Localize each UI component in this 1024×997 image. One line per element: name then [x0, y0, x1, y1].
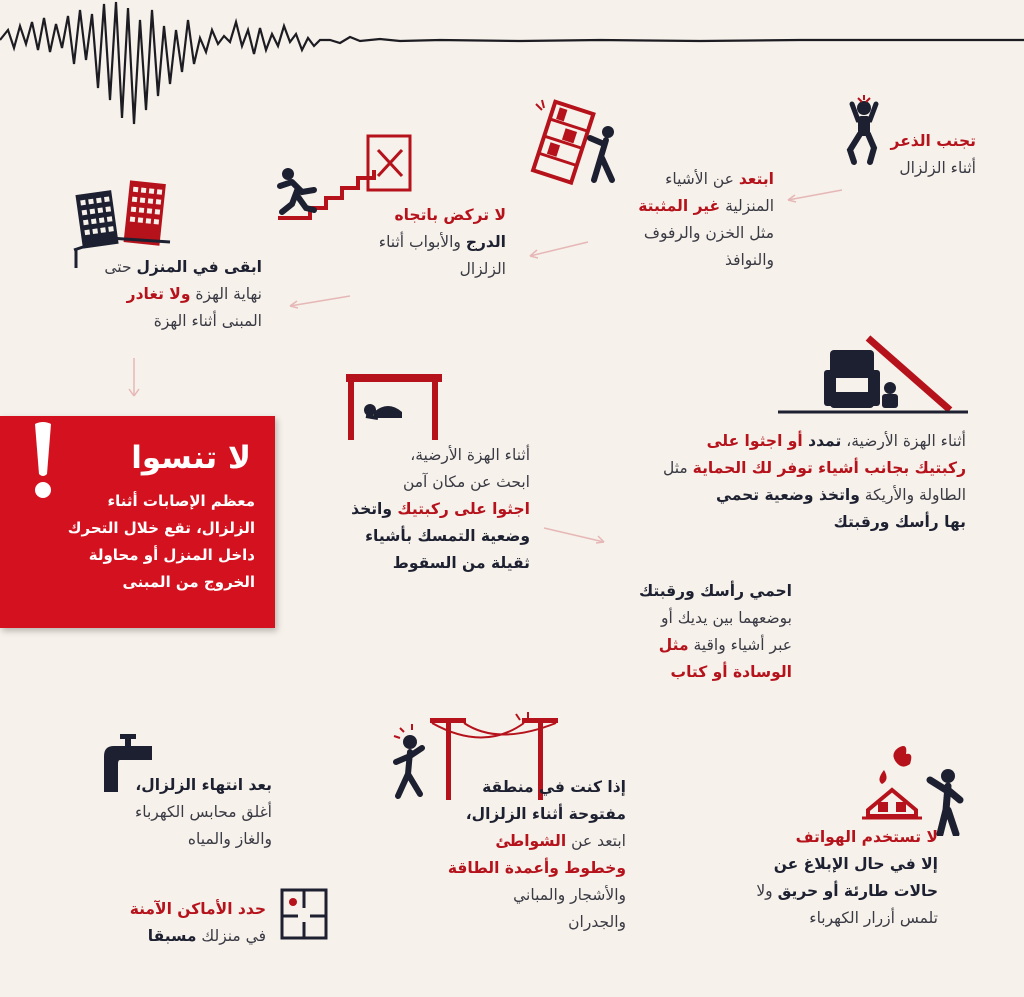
stay-bold1: ابقى في المنزل — [136, 258, 262, 276]
sofa-text3: الطاولة والأريكة — [859, 486, 966, 504]
phone-red1: لا تستخدم الهواتف — [795, 828, 938, 846]
sofa-bold4: بها رأسك ورقبتك — [833, 513, 966, 531]
sofa-text1: أثناء الهزة الأرضية، — [841, 432, 966, 450]
stay-text1: حتى — [104, 258, 137, 276]
alert-title: لا تنسوا — [131, 440, 251, 476]
head-text3: عبر أشياء واقية — [688, 636, 792, 654]
stairs-text3: الزلزال — [459, 260, 506, 278]
dont-forget-box — [0, 416, 275, 628]
after-text3: والغاز والمياه — [187, 830, 272, 848]
furniture-text2a: المنزلية — [720, 197, 774, 215]
stairs-tip — [326, 202, 506, 283]
open-red4b: وأعمدة الطاقة — [447, 859, 565, 877]
alert-body — [15, 488, 255, 596]
stairs-text2: والأبواب أثناء — [378, 233, 466, 251]
furniture-tip — [574, 166, 774, 274]
alert-line4: الخروج من المبنى — [122, 573, 255, 591]
stairs-bold1: لا تركض باتجاه — [394, 206, 506, 224]
open-tip — [426, 774, 626, 936]
sofa-shelter-icon — [778, 334, 968, 416]
head-text2: بوضعهما بين يديك أو — [661, 609, 792, 627]
alert-line3: داخل المنزل أو محاولة — [88, 546, 255, 564]
open-text6: والجدران — [568, 913, 626, 931]
open-bold2: مفتوحة أثناء الزلزال، — [465, 805, 626, 823]
table-text2: ابحث عن مكان آمن — [402, 473, 530, 491]
head-red4: الوسادة أو كتاب — [670, 663, 792, 681]
panic-tip — [796, 128, 976, 182]
furniture-bold2: غير المثبتة — [638, 197, 721, 215]
table-text3: واتخذ — [351, 500, 398, 518]
stay-bold2: ولا تغادر — [126, 285, 191, 303]
panic-bold: تجنب الذعر — [890, 132, 976, 150]
open-text5: والأشجار والمباني — [513, 886, 626, 904]
floor-plan-icon — [278, 886, 330, 942]
arrow — [784, 186, 844, 206]
arrow — [286, 292, 352, 312]
table-bold3: اجثوا على ركبتيك — [397, 500, 530, 518]
head-tip — [592, 578, 792, 686]
table-tip — [330, 442, 530, 577]
after-bold1: بعد انتهاء الزلزال، — [135, 776, 272, 794]
arrow — [126, 356, 142, 400]
phone-bold2: إلا في حال الإبلاغ عن — [773, 855, 938, 873]
phone-bold3: حالات طارئة أو حريق — [777, 882, 938, 900]
stairs-bold2: الدرج — [465, 233, 506, 251]
after-tip — [72, 772, 272, 853]
stay-tip — [72, 254, 262, 335]
open-red3: الشواطئ — [495, 832, 567, 850]
phone-text4: تلمس أزرار الكهرباء — [809, 909, 938, 927]
open-text3: ابتعد عن — [566, 832, 626, 850]
safe-bold2: مسبقا — [147, 927, 197, 945]
safe-red1: حدد الأماكن الآمنة — [129, 900, 266, 918]
sofa-text2: مثل — [663, 459, 693, 477]
after-text2: أغلق محابس الكهرباء — [134, 803, 272, 821]
alert-line1: معظم الإصابات أثناء — [107, 492, 255, 510]
head-red3: مثل — [658, 636, 689, 654]
safe-text2: في منزلك — [196, 927, 266, 945]
arrow — [540, 524, 610, 548]
open-red4: وخطوط — [564, 859, 626, 877]
table-text4: وضعية التمسك بأشياء — [365, 527, 530, 545]
sofa-bold1: تمدد — [802, 432, 842, 450]
furniture-bold1: ابتعد — [738, 170, 774, 188]
stay-text3: المبنى أثناء الهزة — [153, 312, 262, 330]
house-fire-icon — [862, 740, 978, 836]
furniture-text1: عن الأشياء — [665, 170, 739, 188]
furniture-text3: مثل الخزن والرفوف — [643, 224, 774, 242]
table-text5: ثقيلة من السقوط — [392, 554, 530, 572]
sofa-tip — [646, 428, 966, 536]
safe-tip — [66, 896, 266, 950]
phone-text3: ولا — [756, 882, 778, 900]
open-bold1: إذا كنت في منطقة — [482, 778, 626, 796]
alert-line2: الزلزال، تقع خلال التحرك — [67, 519, 255, 537]
table-shelter-icon — [344, 372, 444, 442]
table-text1: أثناء الهزة الأرضية، — [410, 446, 530, 464]
sofa-red2: ركبتيك بجانب أشياء توفر لك الحماية — [692, 459, 966, 477]
arrow — [526, 238, 590, 262]
furniture-text4: والنوافذ — [724, 251, 774, 269]
sofa-bold3: واتخذ وضعية تحمي — [716, 486, 860, 504]
head-bold1: احمي رأسك ورقبتك — [638, 582, 792, 600]
phone-tip — [678, 824, 938, 932]
stay-text2: نهاية الهزة — [190, 285, 262, 303]
sofa-red1: أو اجثوا على — [706, 432, 803, 450]
panic-normal: أثناء الزلزال — [899, 159, 976, 177]
